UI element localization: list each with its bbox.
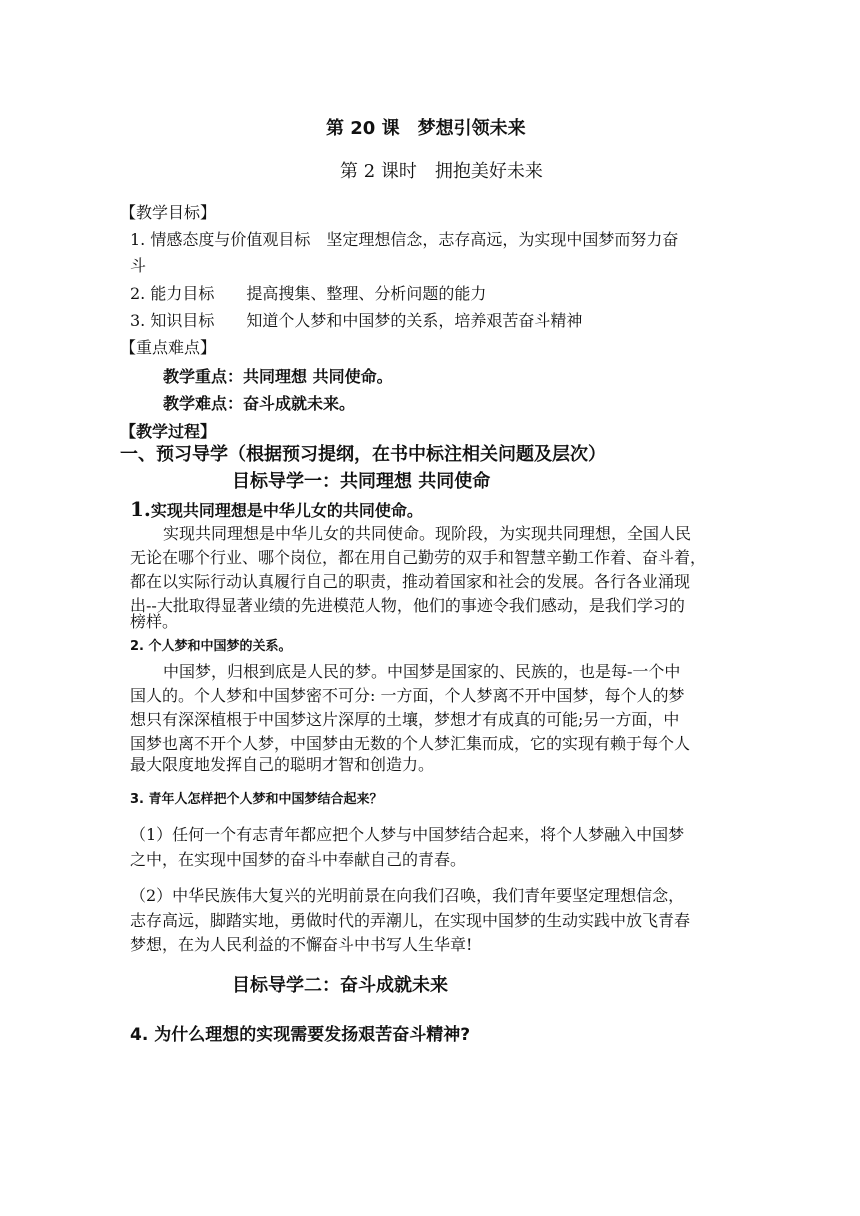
paragraph-2-line-2: 国人的。个人梦和中国梦密不可分: 一方面，个人梦离不开中国梦，每个人的梦 — [130, 686, 685, 705]
paragraph-3b-line-1: （2）中华民族伟大复兴的光明前景在向我们召唤，我们青年要坚定理想信念， — [130, 886, 685, 905]
question-3: 3. 青年人怎样把个人梦和中国梦结合起来？ — [130, 792, 383, 807]
paragraph-1-line-1: 实现共同理想是中华儿女的共同使命。现阶段，为实现共同理想，全国人民 — [163, 524, 692, 543]
paragraph-2-line-4: 国梦也离不开个人梦，中国梦由无数的个人梦汇集而成，它的实现有赖于每个人 — [130, 734, 691, 753]
objective-item-1-cont: 斗 — [130, 256, 147, 275]
objectives-heading: 【教学目标】 — [120, 203, 217, 222]
goal-1-heading: 目标导学一：共同理想 共同使命 — [232, 471, 491, 492]
process-heading: 【教学过程】 — [120, 422, 217, 441]
paragraph-2-line-5: 最大限度地发挥自己的聪明才智和创造力。 — [130, 755, 435, 774]
teaching-focus: 教学重点：共同理想 共同使命。 — [163, 367, 393, 386]
teaching-difficulty: 教学难点：奋斗成就未来。 — [163, 394, 356, 413]
paragraph-3a-line-1: （1）任何一个有志青年都应把个人梦与中国梦结合起来，将个人梦融入中国梦 — [130, 825, 685, 844]
paragraph-1-line-2: 无论在哪个行业、哪个岗位，都在用自己勤劳的双手和智慧辛勤工作着、奋斗着， — [130, 548, 707, 567]
paragraph-3b-line-3: 梦想，在为人民利益的不懈奋斗中书写人生华章! — [130, 935, 473, 954]
question-1 — [130, 499, 423, 521]
objective-item-3: 3. 知识目标 知道个人梦和中国梦的关系，培养艰苦奋斗精神 — [130, 311, 583, 330]
paragraph-2-line-1: 中国梦，归根到底是人民的梦。中国梦是国家的、民族的，也是每-一个中 — [163, 662, 681, 681]
paragraph-2-line-3: 想只有深深植根于中国梦这片深厚的土壤，梦想才有成真的可能;另一方面，中 — [130, 710, 680, 729]
objective-item-1: 1. 情感态度与价值观目标 坚定理想信念，志存高远，为实现中国梦而努力奋 — [130, 230, 679, 249]
question-4: 4. 为什么理想的实现需要发扬艰苦奋斗精神? — [130, 1025, 471, 1045]
paragraph-1-line-4: 出--大批取得显著业绩的先进模范人物，他们的事迹令我们感动，是我们学习的 — [130, 596, 685, 615]
question-1-number: 1. — [130, 497, 151, 521]
key-points-heading: 【重点难点】 — [120, 338, 217, 357]
paragraph-1-line-5: 榜样。 — [130, 612, 179, 631]
paragraph-3a-line-2: 之中，在实现中国梦的奋斗中奉献自己的青春。 — [130, 850, 467, 869]
paragraph-1-line-3: 都在以实际行动认真履行自己的职责，推动着国家和社会的发展。各行各业涌现 — [130, 572, 691, 591]
question-2: 2. 个人梦和中国梦的关系。 — [130, 639, 292, 654]
page-title: 第 20 课 梦想引领未来 — [326, 118, 526, 139]
preview-heading: 一、预习导学（根据预习提纲，在书中标注相关问题及层次） — [120, 444, 606, 465]
paragraph-3b-line-2: 志存高远，脚踏实地，勇做时代的弄潮儿，在实现中国梦的生动实践中放飞青春 — [130, 911, 691, 930]
question-1-text: 实现共同理想是中华儿女的共同使命。 — [150, 501, 423, 520]
objective-item-2: 2. 能力目标 提高搜集、整理、分析问题的能力 — [130, 284, 487, 303]
page-subtitle: 第 2 课时 拥抱美好未来 — [340, 161, 543, 182]
goal-2-heading: 目标导学二：奋斗成就未来 — [232, 975, 448, 996]
